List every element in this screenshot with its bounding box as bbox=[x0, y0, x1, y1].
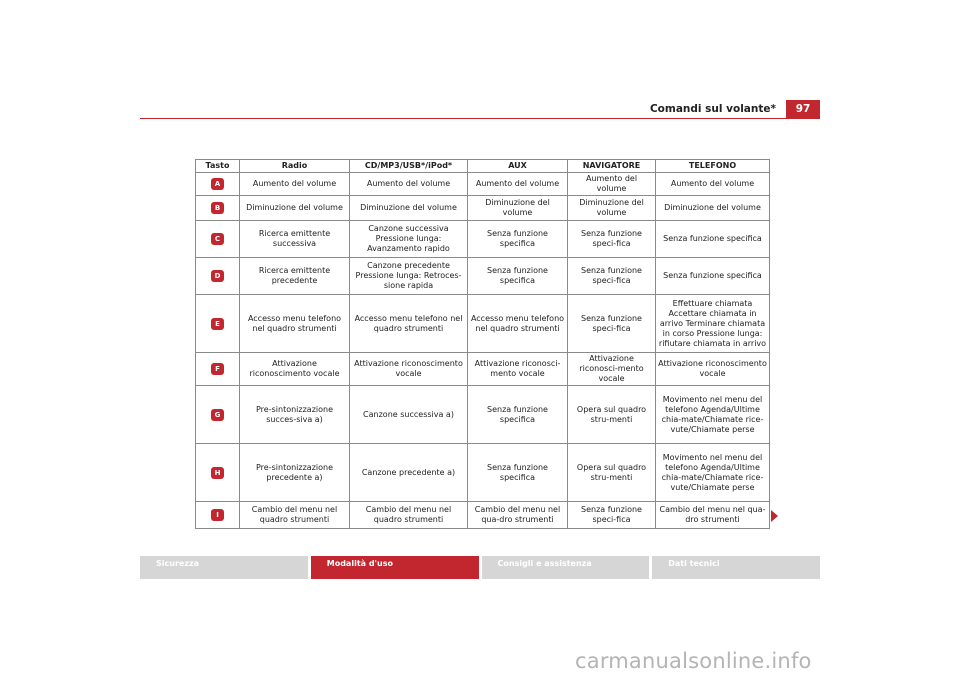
section-title: Comandi sul volante* bbox=[649, 103, 776, 115]
table-cell: Senza funzione specifica bbox=[656, 258, 770, 295]
table-row bbox=[196, 221, 770, 258]
table-cell: Accesso menu telefono nel quadro strumenti bbox=[240, 295, 350, 353]
key-badge: F bbox=[211, 363, 224, 375]
table-cell: Attivazione riconosci-mento vocale bbox=[568, 353, 656, 386]
table-cell: Senza funzione specifica bbox=[468, 386, 568, 444]
column-header: TELEFONO bbox=[656, 160, 770, 173]
table-cell: Opera sul quadro stru-menti bbox=[568, 386, 656, 444]
table-cell: Senza funzione specifica bbox=[468, 444, 568, 502]
table-cell: Effettuare chiamata Accettare chiamata in arrivo Terminare chiamata in corso Pressione lunga: rifiutare chiamata in arrivo bbox=[656, 295, 770, 353]
table-cell: Diminuzione del volume bbox=[568, 196, 656, 221]
key-badge: H bbox=[211, 467, 224, 479]
table-cell: Accesso menu telefono nel quadro strumenti bbox=[350, 295, 468, 353]
footer-tab-dati-tecnici[interactable]: Dati tecnici bbox=[652, 556, 820, 579]
footer-nav bbox=[140, 556, 820, 579]
table-row bbox=[196, 353, 770, 386]
table-cell: Diminuzione del volume bbox=[468, 196, 568, 221]
key-badge: C bbox=[211, 233, 224, 245]
table-cell: Aumento del volume bbox=[468, 173, 568, 196]
table-cell: Pre-sintonizzazione precedente a) bbox=[240, 444, 350, 502]
table-cell: Diminuzione del volume bbox=[240, 196, 350, 221]
table-cell: Canzone precedente a) bbox=[350, 444, 468, 502]
table-cell: Aumento del volume bbox=[240, 173, 350, 196]
table-cell: Attivazione riconoscimento vocale bbox=[350, 353, 468, 386]
table-row bbox=[196, 196, 770, 221]
steering-wheel-controls-table bbox=[195, 159, 770, 529]
table-cell: Cambio del menu nel qua-dro strumenti bbox=[656, 502, 770, 529]
table-cell: Aumento del volume bbox=[656, 173, 770, 196]
table-cell: Cambio del menu nel qua-dro strumenti bbox=[468, 502, 568, 529]
key-badge: I bbox=[211, 509, 224, 521]
column-header: AUX bbox=[468, 160, 568, 173]
table-cell: Cambio del menu nel quadro strumenti bbox=[350, 502, 468, 529]
table-cell: Accesso menu telefono nel quadro strumenti bbox=[468, 295, 568, 353]
watermark: carmanualsonline.info bbox=[575, 649, 812, 673]
table-cell: Canzone successiva a) bbox=[350, 386, 468, 444]
table-cell: Ricerca emittente successiva bbox=[240, 221, 350, 258]
table-row bbox=[196, 173, 770, 196]
table-row bbox=[196, 258, 770, 295]
table-cell: Movimento nel menu del telefono Agenda/Ultime chia-mate/Chiamate rice-vute/Chiamate perse bbox=[656, 444, 770, 502]
table-cell: Opera sul quadro stru-menti bbox=[568, 444, 656, 502]
table-cell: Senza funzione specifica bbox=[468, 221, 568, 258]
table-cell: Movimento nel menu del telefono Agenda/Ultime chia-mate/Chiamate rice-vute/Chiamate perse bbox=[656, 386, 770, 444]
table-row bbox=[196, 444, 770, 502]
table-row bbox=[196, 386, 770, 444]
table-cell: Senza funzione speci-fica bbox=[568, 295, 656, 353]
table-row bbox=[196, 295, 770, 353]
page-number: 97 bbox=[786, 100, 820, 118]
footer-tab-consigli[interactable]: Consigli e assistenza bbox=[482, 556, 650, 579]
table-cell: Pre-sintonizzazione succes-siva a) bbox=[240, 386, 350, 444]
key-badge: D bbox=[211, 270, 224, 282]
table-cell: Canzone precedente Pressione lunga: Retroces-sione rapida bbox=[350, 258, 468, 295]
table-cell: Diminuzione del volume bbox=[350, 196, 468, 221]
key-badge: E bbox=[211, 318, 224, 330]
column-header: CD/MP3/USB*/iPod* bbox=[350, 160, 468, 173]
footer-tab-modalita-duso[interactable]: Modalità d'uso bbox=[311, 556, 479, 579]
table-cell: Senza funzione specifica bbox=[468, 258, 568, 295]
table-cell: Diminuzione del volume bbox=[656, 196, 770, 221]
table-cell: Aumento del volume bbox=[350, 173, 468, 196]
table-cell: Attivazione riconoscimento vocale bbox=[656, 353, 770, 386]
table-cell: Senza funzione specifica bbox=[656, 221, 770, 258]
column-header: NAVIGATORE bbox=[568, 160, 656, 173]
table-cell: Senza funzione speci-fica bbox=[568, 502, 656, 529]
key-badge: A bbox=[211, 178, 224, 190]
footer-tab-sicurezza[interactable]: Sicurezza bbox=[140, 556, 308, 579]
column-header: Tasto bbox=[196, 160, 240, 173]
table-cell: Senza funzione speci-fica bbox=[568, 258, 656, 295]
next-page-arrow-icon[interactable] bbox=[771, 510, 778, 522]
table-row bbox=[196, 502, 770, 529]
table-cell: Ricerca emittente precedente bbox=[240, 258, 350, 295]
table-cell: Cambio del menu nel quadro strumenti bbox=[240, 502, 350, 529]
table-cell: Attivazione riconoscimento vocale bbox=[240, 353, 350, 386]
table-cell: Canzone successiva Pressione lunga: Avanzamento rapido bbox=[350, 221, 468, 258]
key-badge: B bbox=[211, 202, 224, 214]
header-rule bbox=[140, 118, 820, 119]
column-header: Radio bbox=[240, 160, 350, 173]
page-header bbox=[140, 100, 820, 118]
table-cell: Aumento del volume bbox=[568, 173, 656, 196]
key-badge: G bbox=[211, 409, 224, 421]
table-cell: Senza funzione speci-fica bbox=[568, 221, 656, 258]
table-header-row bbox=[196, 160, 770, 173]
table-cell: Attivazione riconosci-mento vocale bbox=[468, 353, 568, 386]
